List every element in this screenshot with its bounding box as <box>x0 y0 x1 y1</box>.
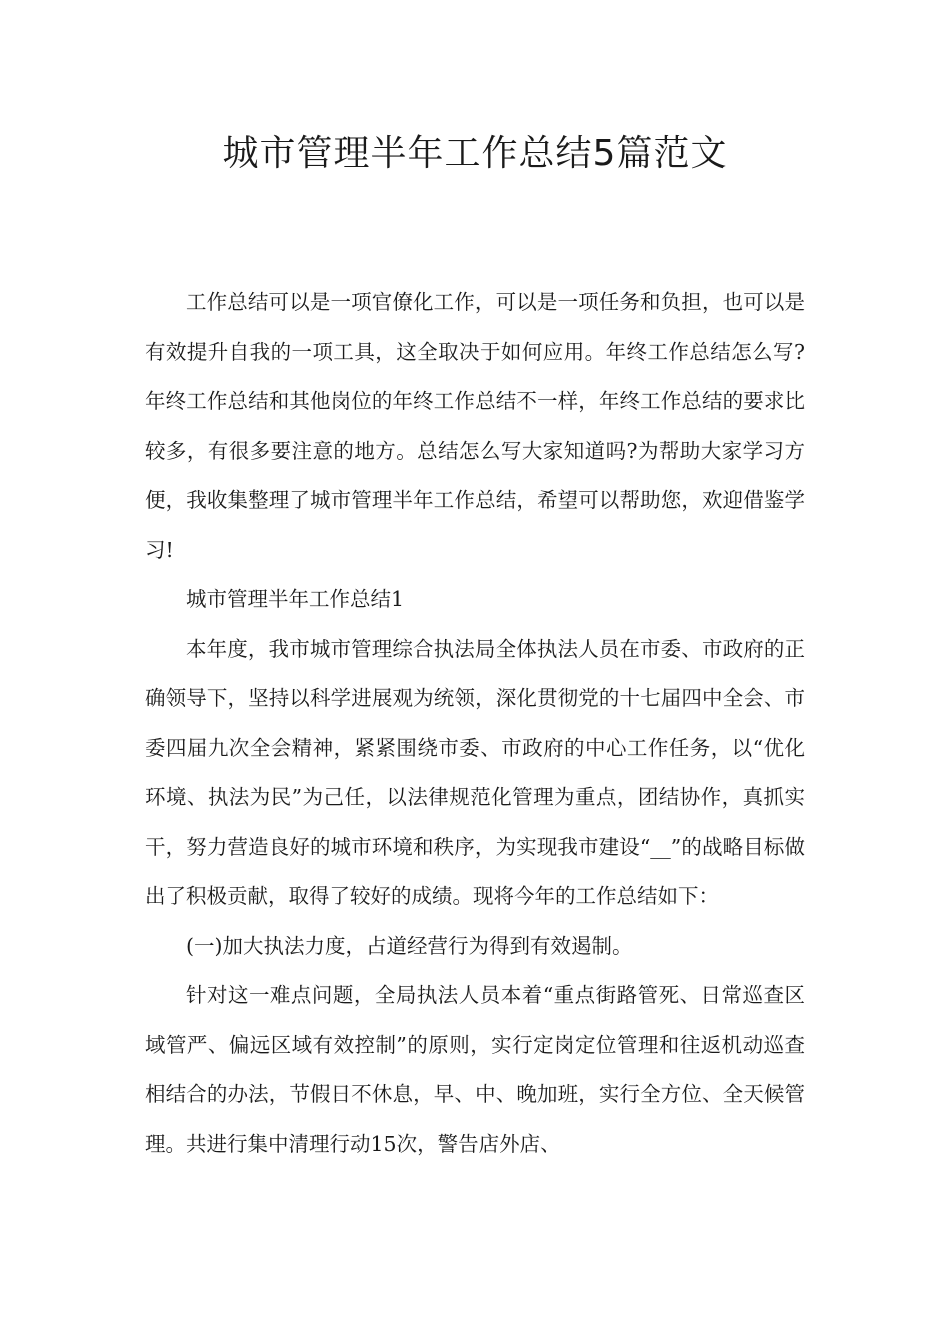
body-paragraph: 本年度，我市城市管理综合执法局全体执法人员在市委、市政府的正确领导下，坚持以科学进展观为统领，深化贯彻党的十七届四中全会、市委四届九次全会精神，紧紧围绕市委、市政府的中心工作任务，以“优化环境、执法为民”为己任，以法律规范化管理为重点，团结协作，真抓实干，努力营造良好的城市环境和秩序，为实现我市建设“__”的战略目标做出了积极贡献，取得了较好的成绩。现将今年的工作总结如下： <box>145 636 805 908</box>
document-title: 城市管理半年工作总结5篇范文 <box>222 133 728 174</box>
section-heading: 城市管理半年工作总结1 <box>186 587 405 611</box>
document-body <box>145 278 805 1169</box>
intro-paragraph: 工作总结可以是一项官僚化工作，可以是一项任务和负担，也可以是有效提升自我的一项工具，这全取决于如何应用。年终工作总结怎么写?年终工作总结和其他岗位的年终工作总结不一样，年终工作总结的要求比较多，有很多要注意的地方。总结怎么写大家知道吗?为帮助大家学习方便，我收集整理了城市管理半年工作总结，希望可以帮助您，欢迎借鉴学习! <box>145 290 805 562</box>
body-paragraph: 针对这一难点问题，全局执法人员本着“重点街路管死、日常巡查区域管严、偏远区域有效控制”的原则，实行定岗定位管理和往返机动巡查相结合的办法，节假日不休息，早、中、晚加班，实行全方位、全天候管理。共进行集中清理行动15次，警告店外店、 <box>145 983 805 1156</box>
subsection-heading: (一)加大执法力度，占道经营行为得到有效遏制。 <box>186 933 633 958</box>
